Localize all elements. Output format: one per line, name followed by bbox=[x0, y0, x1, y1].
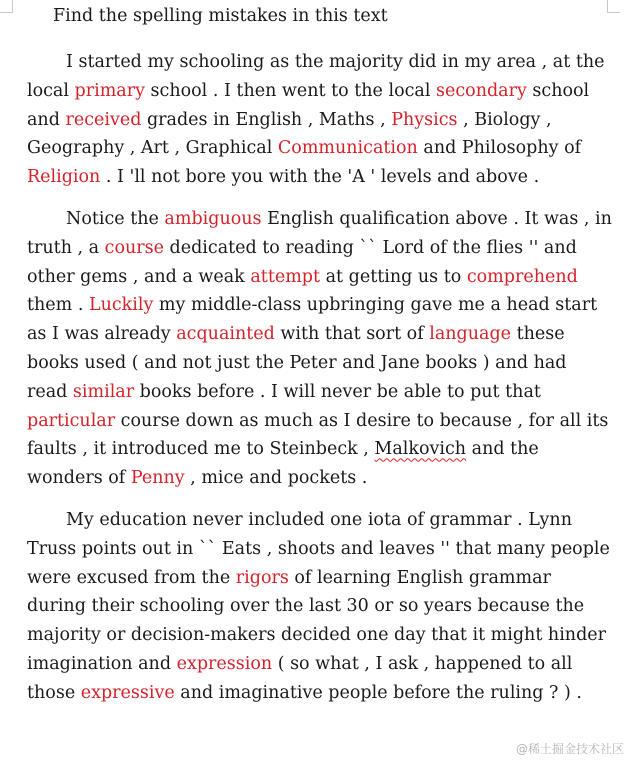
highlighted-word: particular bbox=[27, 410, 116, 431]
text-run: with that sort of bbox=[274, 324, 430, 345]
text-run: books before . I will never be able to put that bbox=[134, 381, 541, 402]
highlighted-word: Communication bbox=[277, 138, 418, 159]
highlighted-word: secondary bbox=[436, 80, 527, 101]
highlighted-word: received bbox=[65, 109, 142, 130]
watermark: @稀土掘金技术社区 bbox=[515, 742, 624, 756]
text-run: and imaginative people before the ruling ? ) . bbox=[174, 682, 582, 703]
paragraph-1 bbox=[27, 48, 612, 192]
text-run: dedicated to reading `` Lord of the flies '' and other gems , and a weak bbox=[27, 237, 577, 287]
text-run: I started my schooling as the majority did in my area , at the local bbox=[27, 52, 605, 101]
paragraph-2 bbox=[27, 205, 612, 493]
text-run: at getting us to bbox=[320, 266, 467, 287]
text-run: of learning English grammar during their schooling over the last 30 or so years because the majority or decision-makers decided one day that it might hinder imagination and bbox=[27, 567, 606, 674]
highlighted-word: comprehend bbox=[466, 266, 578, 287]
document-body bbox=[27, 0, 612, 708]
text-run: English qualification above . It was , in truth , a bbox=[27, 208, 612, 258]
text-run: my middle-class upbringing gave me a head start as I was already bbox=[27, 295, 598, 345]
highlighted-word: similar bbox=[72, 381, 135, 402]
highlighted-word: rigors bbox=[235, 567, 289, 588]
text-run: these books used ( and not just the Peter and Jane books ) and had read bbox=[27, 324, 567, 402]
text-run: ( so what , I ask , happened to all those bbox=[27, 653, 573, 703]
text-run: . I 'll not bore you with the 'A ' levels and above . bbox=[100, 167, 540, 188]
text-run: them . bbox=[27, 295, 89, 316]
highlighted-word: Penny bbox=[130, 468, 185, 489]
text-run: , mice and pockets . bbox=[184, 468, 368, 489]
highlighted-word: ambiguous bbox=[164, 208, 262, 229]
text-run: course down as much as I desire to because , for all its faults , it introduced me to Steinbeck , bbox=[27, 410, 609, 460]
text-run: Notice the bbox=[66, 208, 165, 229]
highlighted-word: expressive bbox=[80, 682, 175, 703]
highlighted-word: attempt bbox=[250, 266, 321, 287]
highlighted-word: primary bbox=[74, 80, 145, 101]
paragraph-3 bbox=[27, 506, 612, 708]
highlighted-word: Luckily bbox=[88, 295, 154, 316]
highlighted-word: language bbox=[429, 324, 512, 345]
text-run: My education never included one iota of grammar . Lynn Truss points out in `` Eats , shoots and leaves '' that many people were excused from the bbox=[27, 509, 610, 588]
highlighted-word: expression bbox=[176, 653, 273, 674]
spellcheck-underlined-word: Malkovich bbox=[374, 439, 467, 460]
text-run: school . I then went to the local bbox=[144, 80, 437, 101]
text-run: , Biology , Geography , Art , Graphical bbox=[27, 109, 552, 159]
text-run: grades in English , Maths , bbox=[141, 109, 392, 130]
highlighted-word: acquainted bbox=[176, 324, 275, 345]
text-run: and Philosophy of bbox=[417, 138, 582, 159]
document-title: Find the spelling mistakes in this text bbox=[53, 6, 388, 26]
text-run: and the wonders of bbox=[27, 439, 539, 489]
highlighted-word: Religion bbox=[27, 167, 101, 188]
page-corner-mark-left bbox=[0, 0, 13, 13]
highlighted-word: Physics bbox=[391, 109, 458, 130]
text-run: school and bbox=[27, 80, 590, 130]
highlighted-word: course bbox=[104, 237, 164, 258]
